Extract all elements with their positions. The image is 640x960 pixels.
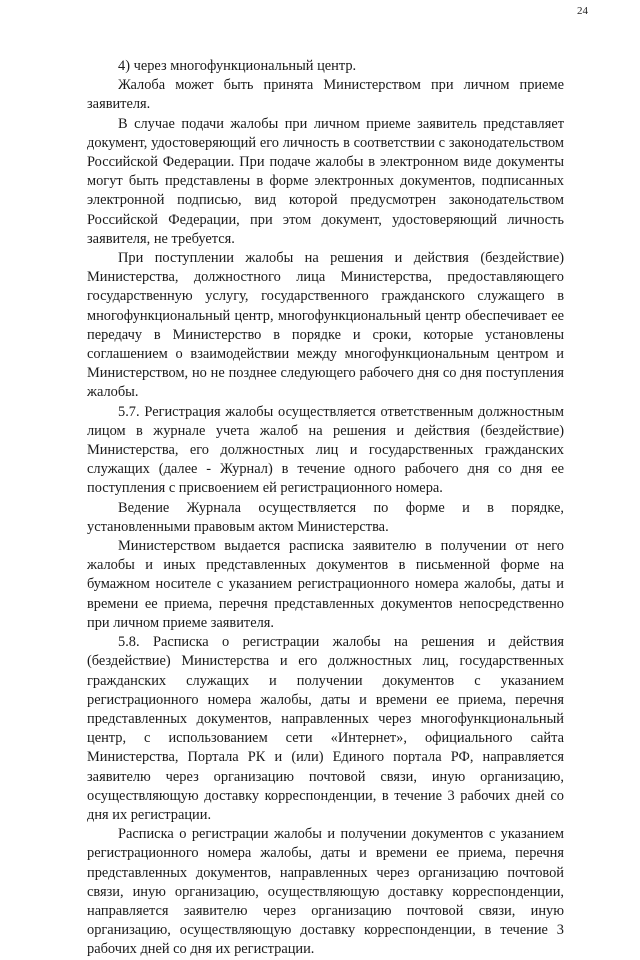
paragraph-item-4-mfc: 4) через многофункциональный центр. xyxy=(118,58,357,74)
paragraph-section-5-8: 5.8. Расписка о регистрации жалобы на решения и действия (бездействие) Министерства и его должностных лиц, государственных гражданских служащих и получении документов с указанием регистрационного номера жалобы, даты и времени ее приема, перечня представленных документов, направленных через многофункциональный центр, с использованием сети «Интернет», официального сайта Министерства, Портала РК и (или) Единого портала РФ, направляется заявителю через организацию почтовой связи, иную организацию, осуществляющую доставку корреспонденции, в течение 3 рабочих дней со дня их регистрации. xyxy=(87,634,564,823)
paragraph-identity-document: В случае подачи жалобы при личном приеме заявитель представляет документ, удостоверяющий его личность в соответствии с законодательством Российской Федерации. При подаче жалобы в электронном виде документы могут быть представлены в форме электронных документов, подписанных электронной подписью, вид которой предусмотрен законодательством Российской Федерации, при этом документ, удостоверяющий личность заявителя, не требуется. xyxy=(87,115,564,247)
paragraph-section-5-7: 5.7. Регистрация жалобы осуществляется ответственным должностным лицом в журнале учета жалоб на решения и действия (бездействие) Министерства, его должностных лиц и государственных гражданских служащих (далее - Журнал) в течение одного рабочего дня со дня ее поступления с присвоением ей регистрационного номера. xyxy=(87,403,564,497)
paragraph-mfc-transfer: При поступлении жалобы на решения и действия (бездействие) Министерства, должностного лица Министерства, предоставляющего государственную услугу, государственного гражданского служащего в многофункциональный центр, многофункциональный центр обеспечивает ее передачу в Министерство в порядке и сроки, которые установлены соглашением о взаимодействии между многофункциональным центром и Министерством, но не позднее следующего рабочего дня со дня поступления жалобы. xyxy=(87,250,564,401)
paragraph-receipt-postal: Расписка о регистрации жалобы и получении документов с указанием регистрационного номера жалобы, даты и времени ее приема, перечня представленных документов, направленных через организацию почтовой связи, иную организацию, осуществляющую доставку корреспонденции, направляется заявителю через организацию почтовой связи, иную организацию, осуществляющую доставку корреспонденции, в течение 3 рабочих дней со дня их регистрации. xyxy=(87,826,564,958)
document-body xyxy=(87,57,564,960)
page-number: 24 xyxy=(577,5,588,17)
paragraph-journal-keeping: Ведение Журнала осуществляется по форме и в порядке, установленными правовым актом Министерства. xyxy=(87,499,564,535)
paragraph-receipt-issued: Министерством выдается расписка заявителю в получении от него жалобы и иных представленных документов в письменной форме на бумажном носителе с указанием регистрационного номера жалобы, даты и времени ее приема, перечня представленных документов непосредственно при личном приеме заявителя. xyxy=(87,538,564,631)
paragraph-complaint-personal-reception: Жалоба может быть принята Министерством при личном приеме заявителя. xyxy=(87,77,564,113)
